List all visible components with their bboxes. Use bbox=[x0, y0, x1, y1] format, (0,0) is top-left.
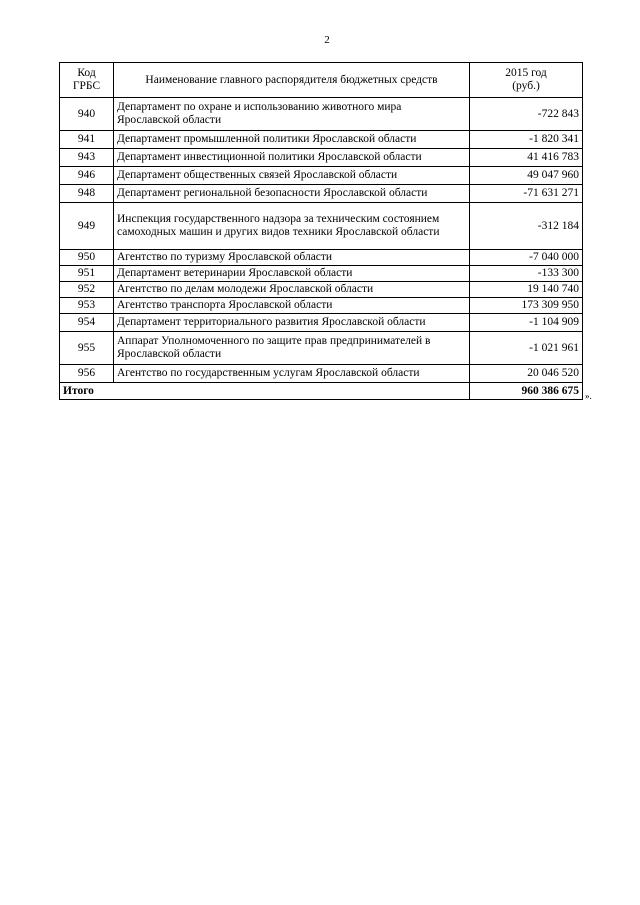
row-name: Агентство по туризму Ярославской области bbox=[114, 250, 470, 266]
row-name: Департамент общественных связей Ярославской области bbox=[114, 167, 470, 185]
row-amount: -312 184 bbox=[470, 203, 583, 250]
row-name: Департамент ветеринарии Ярославской области bbox=[114, 266, 470, 282]
row-amount: 49 047 960 bbox=[470, 167, 583, 185]
page-number: 2 bbox=[324, 34, 330, 46]
total-amount: 960 386 675 bbox=[470, 383, 583, 400]
table-row bbox=[60, 185, 583, 203]
row-amount: -1 820 341 bbox=[470, 131, 583, 149]
table-row bbox=[60, 332, 583, 365]
row-code: 955 bbox=[60, 332, 114, 365]
row-amount: -1 104 909 bbox=[470, 314, 583, 332]
row-name: Департамент территориального развития Ярославской области bbox=[114, 314, 470, 332]
row-code: 953 bbox=[60, 298, 114, 314]
table-row bbox=[60, 149, 583, 167]
row-code: 941 bbox=[60, 131, 114, 149]
row-code: 943 bbox=[60, 149, 114, 167]
total-row bbox=[60, 383, 583, 400]
header-amount: 2015 год (руб.) bbox=[470, 63, 583, 98]
row-amount: -133 300 bbox=[470, 266, 583, 282]
row-name: Департамент инвестиционной политики Ярославской области bbox=[114, 149, 470, 167]
row-amount: -722 843 bbox=[470, 98, 583, 131]
row-code: 949 bbox=[60, 203, 114, 250]
row-amount: 20 046 520 bbox=[470, 365, 583, 383]
row-name: Агентство по делам молодежи Ярославской области bbox=[114, 282, 470, 298]
table-row bbox=[60, 314, 583, 332]
table-row bbox=[60, 250, 583, 266]
table-row bbox=[60, 98, 583, 131]
row-name: Инспекция государственного надзора за техническим состоянием самоходных машин и других видов техники Ярославской области bbox=[114, 203, 470, 250]
row-name: Департамент региональной безопасности Ярославской области bbox=[114, 185, 470, 203]
row-code: 940 bbox=[60, 98, 114, 131]
row-code: 946 bbox=[60, 167, 114, 185]
row-code: 951 bbox=[60, 266, 114, 282]
row-code: 948 bbox=[60, 185, 114, 203]
row-name: Агентство транспорта Ярославской области bbox=[114, 298, 470, 314]
row-code: 954 bbox=[60, 314, 114, 332]
row-amount: 19 140 740 bbox=[470, 282, 583, 298]
row-amount: 173 309 950 bbox=[470, 298, 583, 314]
table-row bbox=[60, 365, 583, 383]
row-amount: -71 631 271 bbox=[470, 185, 583, 203]
row-amount: 41 416 783 bbox=[470, 149, 583, 167]
row-name: Департамент промышленной политики Ярославской области bbox=[114, 131, 470, 149]
table-row bbox=[60, 298, 583, 314]
table-row bbox=[60, 203, 583, 250]
total-label: Итого bbox=[60, 383, 470, 400]
row-code: 950 bbox=[60, 250, 114, 266]
closing-quote-mark: ». bbox=[585, 391, 592, 401]
table-row bbox=[60, 282, 583, 298]
header-name: Наименование главного распорядителя бюджетных средств bbox=[114, 63, 470, 98]
row-name: Агентство по государственным услугам Ярославской области bbox=[114, 365, 470, 383]
table-row bbox=[60, 167, 583, 185]
row-amount: -1 021 961 bbox=[470, 332, 583, 365]
table-header-row bbox=[60, 63, 583, 98]
row-name: Аппарат Уполномоченного по защите прав предпринимателей в Ярославской области bbox=[114, 332, 470, 365]
budget-table bbox=[59, 62, 583, 400]
row-code: 956 bbox=[60, 365, 114, 383]
header-code: Код ГРБС bbox=[60, 63, 114, 98]
row-amount: -7 040 000 bbox=[470, 250, 583, 266]
row-name: Департамент по охране и использованию животного мира Ярославской области bbox=[114, 98, 470, 131]
table-row bbox=[60, 131, 583, 149]
row-code: 952 bbox=[60, 282, 114, 298]
table-row bbox=[60, 266, 583, 282]
